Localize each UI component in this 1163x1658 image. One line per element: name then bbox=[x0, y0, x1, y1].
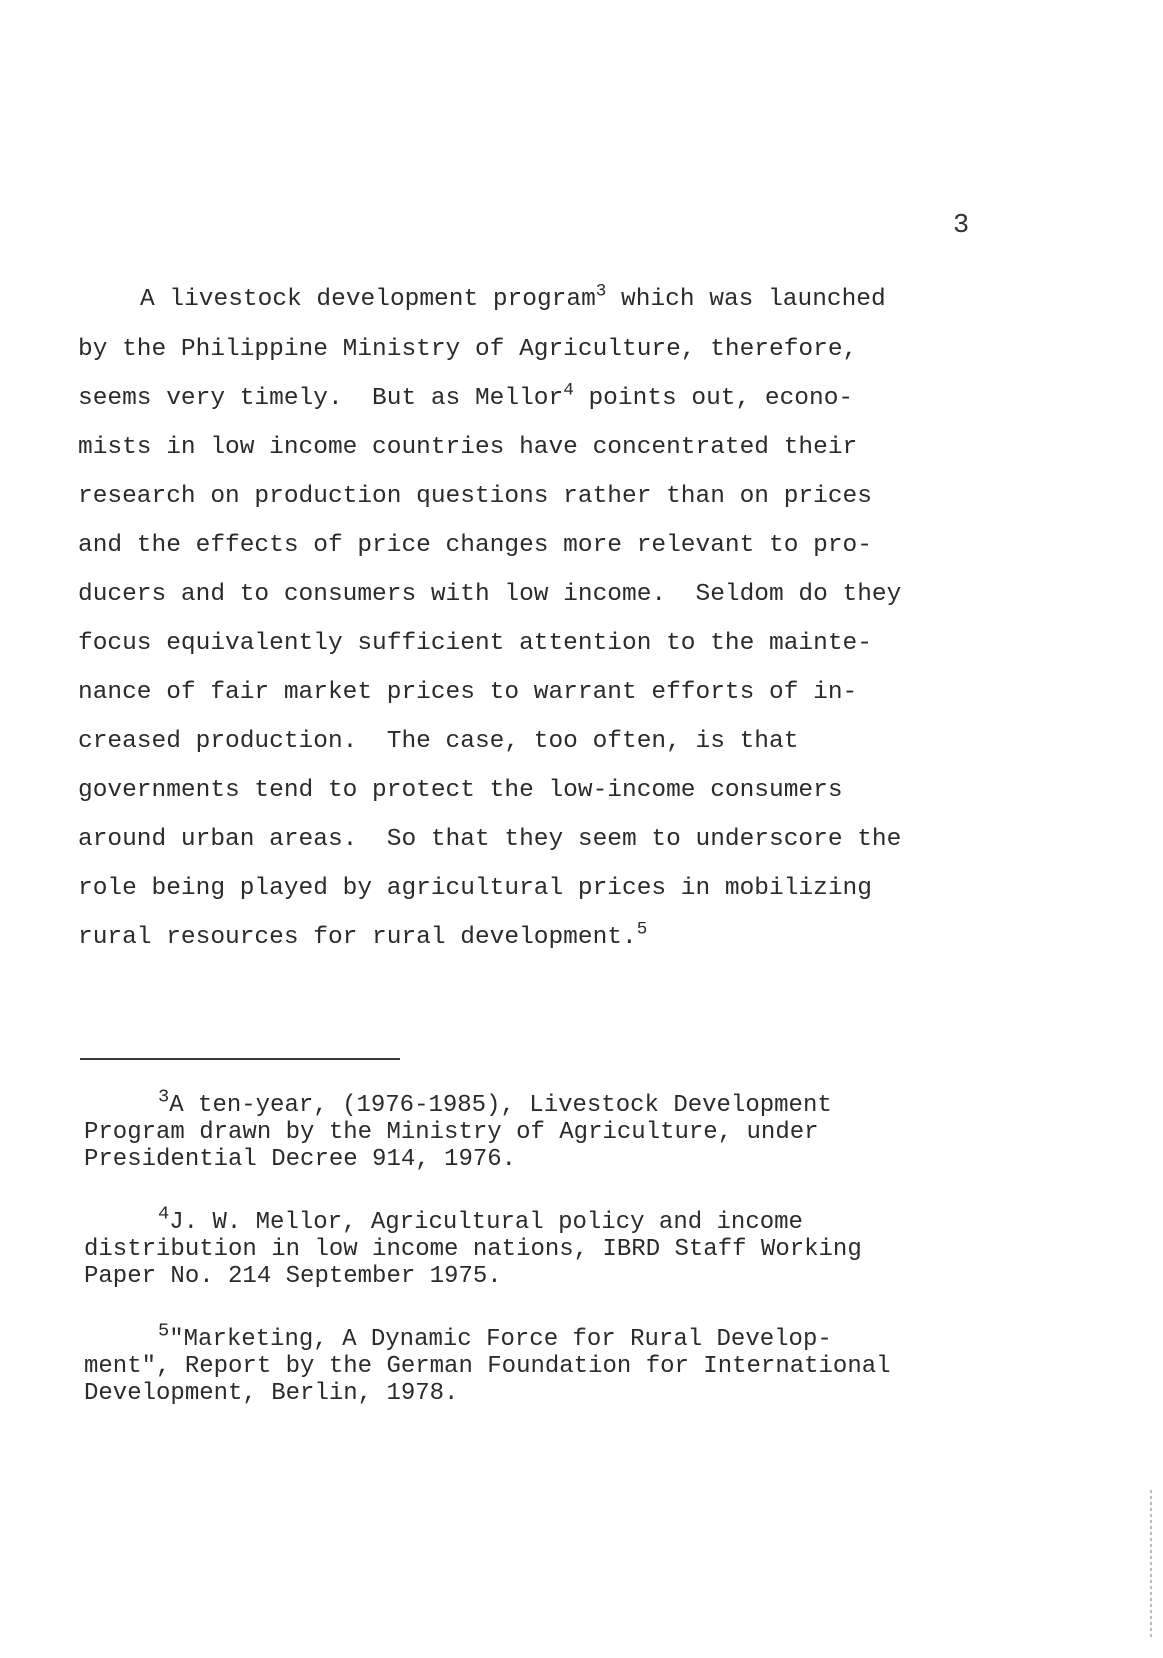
body-line: and the effects of price changes more relevant to pro- bbox=[78, 532, 872, 559]
body-line bbox=[78, 919, 648, 954]
body-line-text: points out, econo- bbox=[573, 385, 854, 412]
footnote-line-text: A ten-year, (1976-1985), Livestock Development bbox=[169, 1092, 832, 1119]
body-line: mists in low income countries have concentrated their bbox=[78, 434, 858, 461]
footnote-line: Development, Berlin, 1978. bbox=[84, 1380, 459, 1407]
footnote-mark: 4 bbox=[158, 1202, 170, 1225]
footnote-line: Program drawn by the Ministry of Agriculture, under bbox=[84, 1119, 819, 1146]
body-line: creased production. The case, too often, is that bbox=[78, 728, 799, 755]
body-line-text: A livestock development program bbox=[140, 286, 596, 313]
body-line: role being played by agricultural prices in mobilizing bbox=[78, 875, 872, 902]
body-line: ducers and to consumers with low income. Seldom do they bbox=[78, 581, 902, 608]
body-line-text: which was launched bbox=[606, 286, 886, 313]
footnote-ref: 5 bbox=[636, 919, 648, 940]
body-line: by the Philippine Ministry of Agriculture, therefore, bbox=[78, 336, 858, 363]
footnote-separator bbox=[80, 1058, 400, 1060]
body-line-text: rural resources for rural development. bbox=[78, 924, 637, 951]
body-line bbox=[140, 281, 886, 316]
body-line bbox=[78, 380, 854, 415]
page-number: 3 bbox=[953, 211, 970, 241]
footnote-line: distribution in low income nations, IBRD Staff Working bbox=[84, 1236, 862, 1263]
body-line: governments tend to protect the low-income consumers bbox=[78, 777, 843, 804]
body-line: research on production questions rather than on prices bbox=[78, 483, 872, 510]
footnote-line bbox=[158, 1085, 832, 1119]
body-line-text: seems very timely. But as Mellor bbox=[78, 385, 564, 412]
footnote-ref: 4 bbox=[563, 380, 574, 401]
footnote-line bbox=[158, 1202, 803, 1236]
footnote-line-text: "Marketing, A Dynamic Force for Rural Develop- bbox=[169, 1326, 832, 1353]
footnote-line: ment", Report by the German Foundation for International bbox=[84, 1353, 891, 1380]
body-line: around urban areas. So that they seem to underscore the bbox=[78, 826, 902, 853]
footnote-line: Presidential Decree 914, 1976. bbox=[84, 1146, 517, 1173]
footnote-line-text: J. W. Mellor, Agricultural policy and income bbox=[169, 1209, 803, 1236]
scan-margin-artifact bbox=[1150, 1490, 1152, 1640]
footnote-line bbox=[158, 1319, 832, 1353]
body-line: nance of fair market prices to warrant efforts of in- bbox=[78, 679, 858, 706]
footnote-mark: 5 bbox=[158, 1319, 170, 1342]
footnote-ref: 3 bbox=[595, 281, 607, 302]
body-line: focus equivalently sufficient attention to the mainte- bbox=[78, 630, 872, 657]
footnote-mark: 3 bbox=[158, 1085, 170, 1108]
footnote-line: Paper No. 214 September 1975. bbox=[84, 1263, 502, 1290]
